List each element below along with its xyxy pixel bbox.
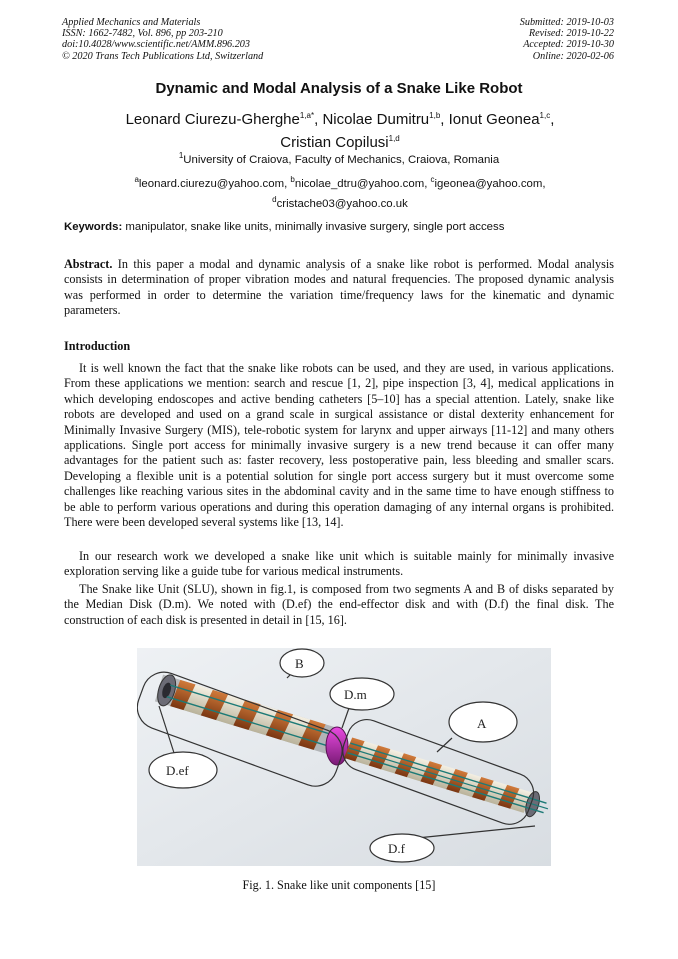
callout-b	[280, 649, 324, 678]
abstract-label: Abstract.	[64, 257, 113, 271]
email-sup: d	[272, 194, 277, 204]
email[interactable]: igeonea@yahoo.com,	[434, 177, 546, 190]
author-sup: 1,d	[388, 134, 400, 143]
email[interactable]: nicolae_dtru@yahoo.com,	[294, 177, 431, 190]
author-sup: 1,c	[539, 111, 551, 120]
author-name: Cristian Copilusi	[280, 134, 389, 151]
journal-name: Applied Mechanics and Materials	[62, 17, 201, 28]
accepted-date: Accepted: 2019-10-30	[523, 39, 614, 51]
paragraph: It is well known the fact that the snake like robots can be used, and they are used, in various applications. From these applications we mention: search and rescue [1, 2], pipe inspection [3, 4], medical applications in which developing endoscopes and active bending catheters [5–10] has a special attention. Lately, snake like robots are developed and used on a grand scale in surgical assistance or distal dexterity enhancement for Minimally Invasive Surgery (MIS), tele-robotic system for larynx and upper airways [11-12] and many others applications. Single port access for minimally invasive surgery is a new trend because it can offer many advantages for the patient such as: faster recovery, less postoperative pain, less bleeding and smaller scars. Developing a flexible unit is a potential solution for single port access surgery but it must overcome some challenges like reaching various sites in the abdominal cavity and in the same time to have enough stiffness to be able to perform various operations and during this operation damaging of any internal organs is prohibited. There were been developed several systems like [13, 14].	[64, 361, 614, 530]
paragraph: In our research work we developed a snake like unit which is suitable mainly for minimally invasive exploration serving like a guide tube for various medical instruments.	[64, 549, 614, 579]
author-sep: ,	[314, 111, 323, 128]
email[interactable]: cristache03@yahoo.co.uk	[276, 197, 408, 210]
email-sup: c	[430, 175, 435, 184]
affiliation	[0, 151, 678, 166]
figure-caption: Fig. 1. Snake like unit components [15]	[242, 878, 436, 892]
author-sup: 1,a*	[299, 111, 315, 120]
section-heading: Introduction	[64, 339, 131, 353]
email-sup: a	[134, 175, 139, 184]
keywords-label: Keywords:	[64, 221, 123, 233]
author-sep: ,	[440, 111, 449, 128]
figure-snake-unit	[137, 648, 551, 866]
dates-info	[520, 17, 614, 62]
label-dm: D.m	[344, 687, 367, 702]
issn: ISSN: 1662-7482, Vol. 896, pp 203-210	[62, 28, 223, 40]
journal-info	[62, 17, 263, 62]
copyright: © 2020 Trans Tech Publications Ltd, Switzerland	[62, 50, 264, 62]
doi: doi:10.4028/www.scientific.net/AMM.896.203	[62, 39, 250, 51]
online-date: Online: 2020-02-06	[532, 50, 614, 62]
author-name: Leonard Ciurezu-Gherghe	[125, 111, 300, 128]
paragraph: The Snake like Unit (SLU), shown in fig.1, is composed from two segments A and B of disks separated by the Median Disk (D.m). We noted with (D.ef) the end-effector disk and with (D.f) the final disk. The construction of each disk is presented in detail in [15, 16].	[64, 582, 614, 627]
snake-unit-illustration	[137, 648, 551, 866]
keywords	[64, 221, 624, 233]
label-def: D.ef	[166, 763, 189, 778]
affiliation-text: University of Craiova, Faculty of Mechanics, Craiova, Romania	[183, 153, 500, 166]
abstract-text: In this paper a modal and dynamic analysis of a snake like robot is performed. Modal analysis consists in determination of proper vibration modes and natural frequencies. The proposed dynamic analysis was performed in order to determine the variation time/frequency laws for the kinematic and dynamic parameters.	[64, 257, 614, 318]
email[interactable]: leonard.ciurezu@yahoo.com,	[138, 177, 291, 190]
paper-title: Dynamic and Modal Analysis of a Snake Like Robot	[155, 80, 523, 97]
author-sup: 1,b	[429, 111, 441, 120]
author-name: Nicolae Dumitru	[322, 111, 430, 128]
label-df: D.f	[388, 841, 405, 856]
label-a: A	[477, 716, 487, 731]
affiliation-sup: 1	[178, 151, 184, 160]
abstract	[64, 257, 614, 319]
email-sup: b	[290, 175, 295, 184]
keywords-text: manipulator, snake like units, minimally invasive surgery, single port access	[122, 221, 505, 233]
author-sep: ,	[550, 111, 555, 128]
label-b: B	[295, 656, 304, 671]
author-name: Ionut Geonea	[448, 111, 540, 128]
revised-date: Revised: 2019-10-22	[528, 28, 614, 40]
author-list	[70, 106, 610, 152]
email-list	[90, 172, 590, 212]
submitted-date: Submitted: 2019-10-03	[519, 17, 614, 28]
